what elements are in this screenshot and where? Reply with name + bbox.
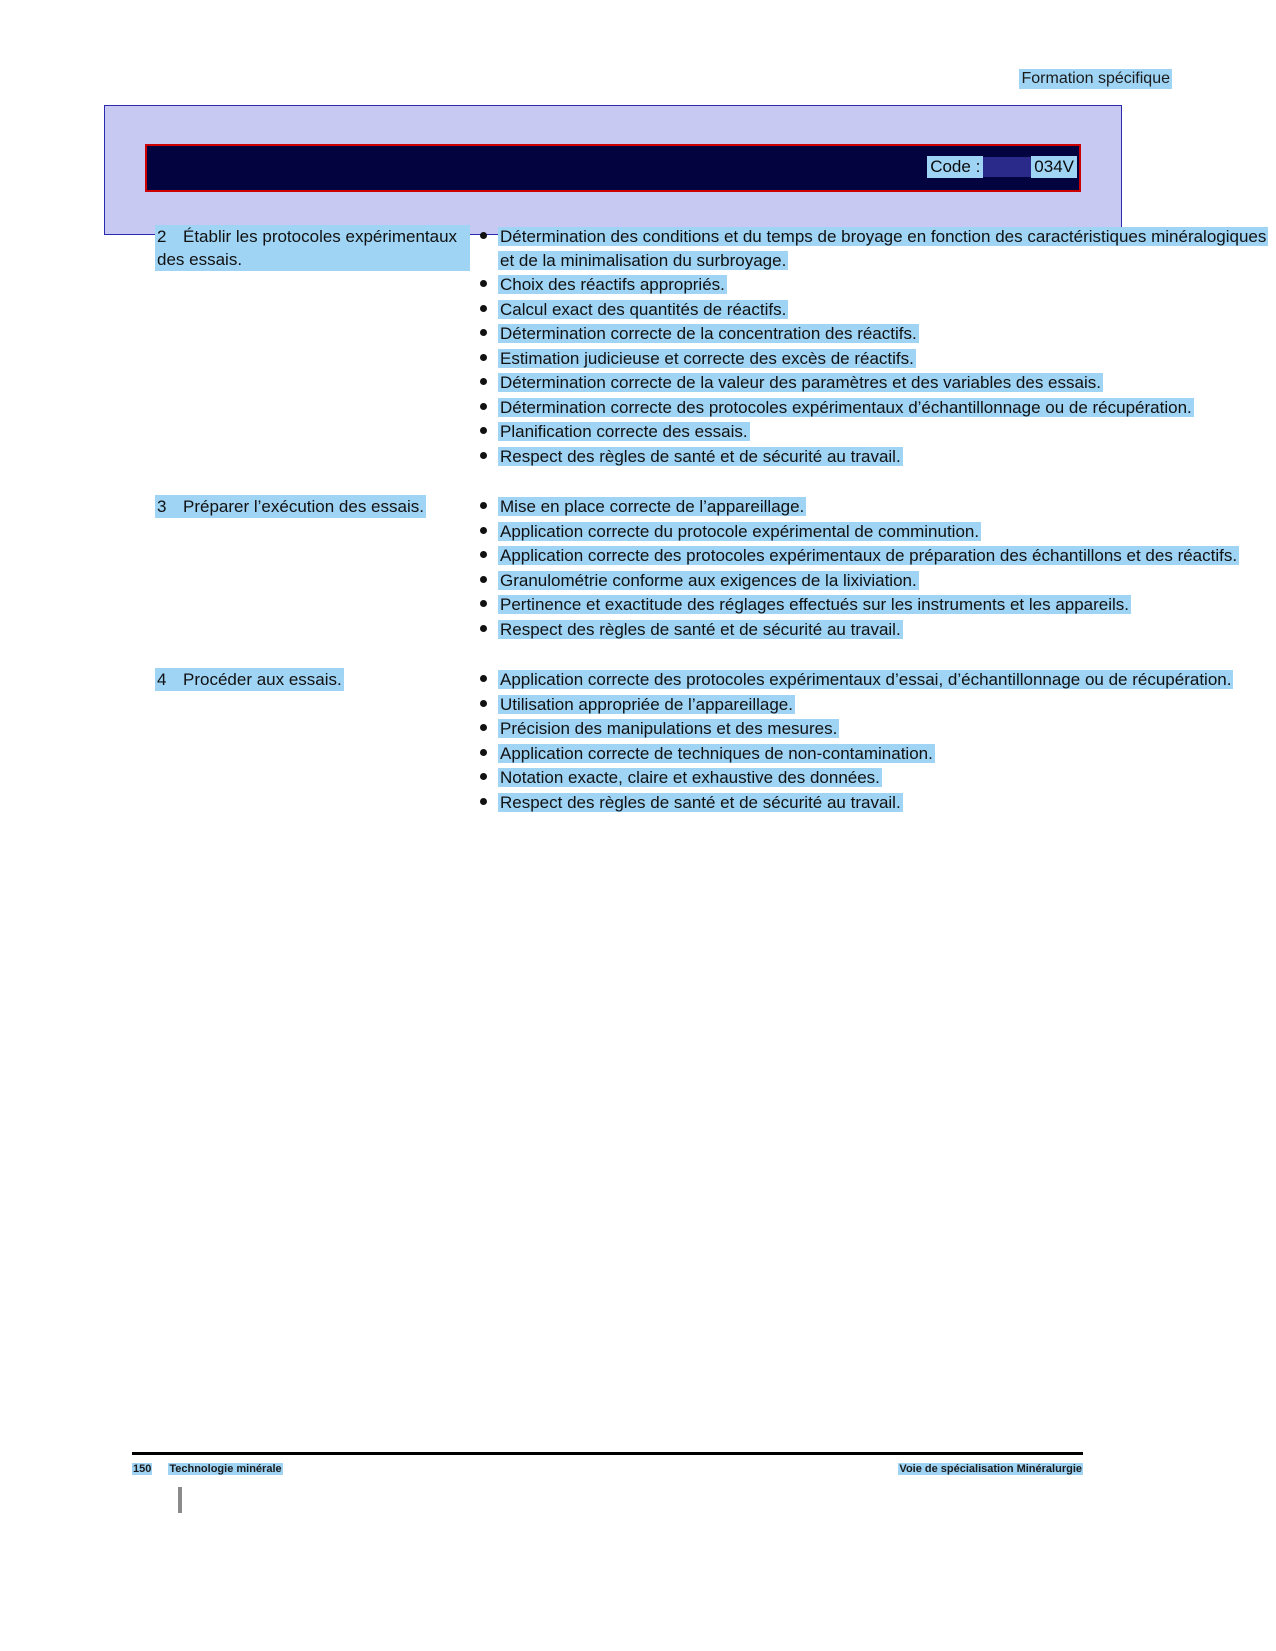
- task-number: 2: [157, 227, 167, 246]
- bullet-icon: [480, 675, 487, 682]
- criterion-text: Respect des règles de santé et de sécurité au travail.: [500, 619, 901, 639]
- list-item: [470, 544, 1270, 568]
- footer-divider: [132, 1452, 1083, 1455]
- list-item: [470, 668, 1270, 692]
- list-item: [470, 420, 1270, 444]
- list-item: [470, 273, 1270, 297]
- list-item: [470, 495, 1270, 519]
- bullet-icon: [480, 452, 487, 459]
- task-text: [155, 225, 470, 271]
- bullet-icon: [480, 502, 487, 509]
- table-row: [0, 495, 1276, 642]
- text-cursor: [178, 1487, 182, 1513]
- list-item: [470, 693, 1270, 717]
- table-row: [0, 225, 1276, 469]
- bullet-icon: [480, 600, 487, 607]
- list-item: [470, 791, 1270, 815]
- criterion-text: Utilisation appropriée de l’appareillage.: [500, 694, 793, 714]
- criterion-text: Planification correcte des essais.: [500, 422, 748, 441]
- criterion-text: Choix des réactifs appropriés.: [500, 275, 725, 294]
- bullet-icon: [480, 280, 487, 287]
- list-item: [470, 225, 1270, 272]
- page-footer: [132, 1463, 1083, 1475]
- criterion-text: Application correcte des protocoles expérimentaux de préparation des échantillons et des réactifs.: [500, 546, 1238, 565]
- bullet-icon: [480, 625, 487, 632]
- task-label: Préparer l’exécution des essais.: [183, 497, 424, 516]
- list-item: [470, 298, 1270, 322]
- criterion-text: Respect des règles de santé et de sécurité au travail.: [500, 446, 901, 466]
- list-item: [470, 322, 1270, 346]
- criterion-text: Détermination des conditions et du temps de broyage en fonction des caractéristiques minéralogiques et de la minimalisation du surbroyage.: [500, 227, 1267, 270]
- criteria-cell: [470, 225, 1270, 469]
- criteria-cell: [470, 668, 1270, 815]
- criterion-text: Mise en place correcte de l’appareillage.: [500, 497, 805, 516]
- bullet-icon: [480, 773, 487, 780]
- code-label: Code :: [927, 156, 983, 178]
- list-item: [470, 717, 1270, 741]
- task-label: Établir les protocoles expérimentaux des essais.: [157, 227, 458, 269]
- bullet-icon: [480, 798, 487, 805]
- list-item: [470, 445, 1270, 469]
- list-item: [470, 396, 1270, 420]
- footer-left-group: [132, 1463, 283, 1475]
- bullet-icon: [480, 700, 487, 707]
- bullet-icon: [480, 403, 487, 410]
- criteria-table: [0, 225, 1276, 815]
- table-row: [0, 668, 1276, 815]
- list-item: [470, 520, 1270, 544]
- bullet-icon: [480, 527, 487, 534]
- bullet-icon: [480, 724, 487, 731]
- criterion-text: Détermination correcte de la concentration des réactifs.: [500, 324, 917, 343]
- criterion-text: Notation exacte, claire et exhaustive des données.: [500, 768, 880, 787]
- list-item: [470, 742, 1270, 766]
- criteria-list: [470, 225, 1270, 468]
- code-block: [927, 156, 1077, 178]
- competency-banner-inner: [145, 144, 1081, 192]
- criterion-text: Détermination correcte des protocoles expérimentaux d’échantillonnage ou de récupération.: [500, 397, 1192, 417]
- criterion-text: Estimation judicieuse et correcte des excès de réactifs.: [500, 348, 914, 368]
- footer-page-number: 150: [133, 1463, 152, 1475]
- criterion-text: Détermination correcte de la valeur des paramètres et des variables des essais.: [500, 373, 1101, 392]
- task-label: Procéder aux essais.: [183, 670, 342, 689]
- criterion-text: Précision des manipulations et des mesures.: [500, 719, 838, 738]
- task-cell: [0, 495, 470, 518]
- task-number: 3: [157, 497, 167, 516]
- list-item: [470, 371, 1270, 395]
- bullet-icon: [480, 551, 487, 558]
- criterion-text: Application correcte des protocoles expérimentaux d’essai, d’échantillonnage ou de récupération.: [500, 670, 1232, 689]
- code-value: 034V: [1031, 156, 1077, 178]
- task-text: [155, 495, 426, 518]
- bullet-icon: [480, 378, 487, 385]
- row-spacer: [0, 469, 1276, 495]
- bullet-icon: [480, 232, 487, 239]
- code-spacer: [983, 157, 1031, 177]
- competency-banner: [104, 105, 1122, 235]
- criteria-cell: [470, 495, 1270, 642]
- bullet-icon: [480, 576, 487, 583]
- task-number: 4: [157, 670, 167, 689]
- row-spacer: [0, 642, 1276, 668]
- task-text: [155, 668, 344, 691]
- criteria-list: [470, 495, 1270, 641]
- list-item: [470, 618, 1270, 642]
- list-item: [470, 766, 1270, 790]
- bullet-icon: [480, 749, 487, 756]
- criteria-list: [470, 668, 1270, 814]
- bullet-icon: [480, 305, 487, 312]
- criterion-text: Respect des règles de santé et de sécurité au travail.: [500, 792, 901, 812]
- list-item: [470, 569, 1270, 593]
- bullet-icon: [480, 427, 487, 434]
- page-header-label: Formation spécifique: [1021, 70, 1170, 87]
- criterion-text: Granulométrie conforme aux exigences de la lixiviation.: [500, 570, 917, 590]
- footer-specialization: Voie de spécialisation Minéralurgie: [899, 1463, 1082, 1475]
- bullet-icon: [480, 354, 487, 361]
- list-item: [470, 347, 1270, 371]
- list-item: [470, 593, 1270, 617]
- criterion-text: Calcul exact des quantités de réactifs.: [500, 299, 787, 319]
- criterion-text: Application correcte du protocole expérimental de comminution.: [500, 521, 980, 541]
- criterion-text: Pertinence et exactitude des réglages effectués sur les instruments et les appareils.: [500, 595, 1130, 614]
- footer-program-name: Technologie minérale: [169, 1463, 282, 1475]
- bullet-icon: [480, 329, 487, 336]
- task-cell: [0, 225, 470, 271]
- criterion-text: Application correcte de techniques de non-contamination.: [500, 743, 933, 763]
- task-cell: [0, 668, 470, 691]
